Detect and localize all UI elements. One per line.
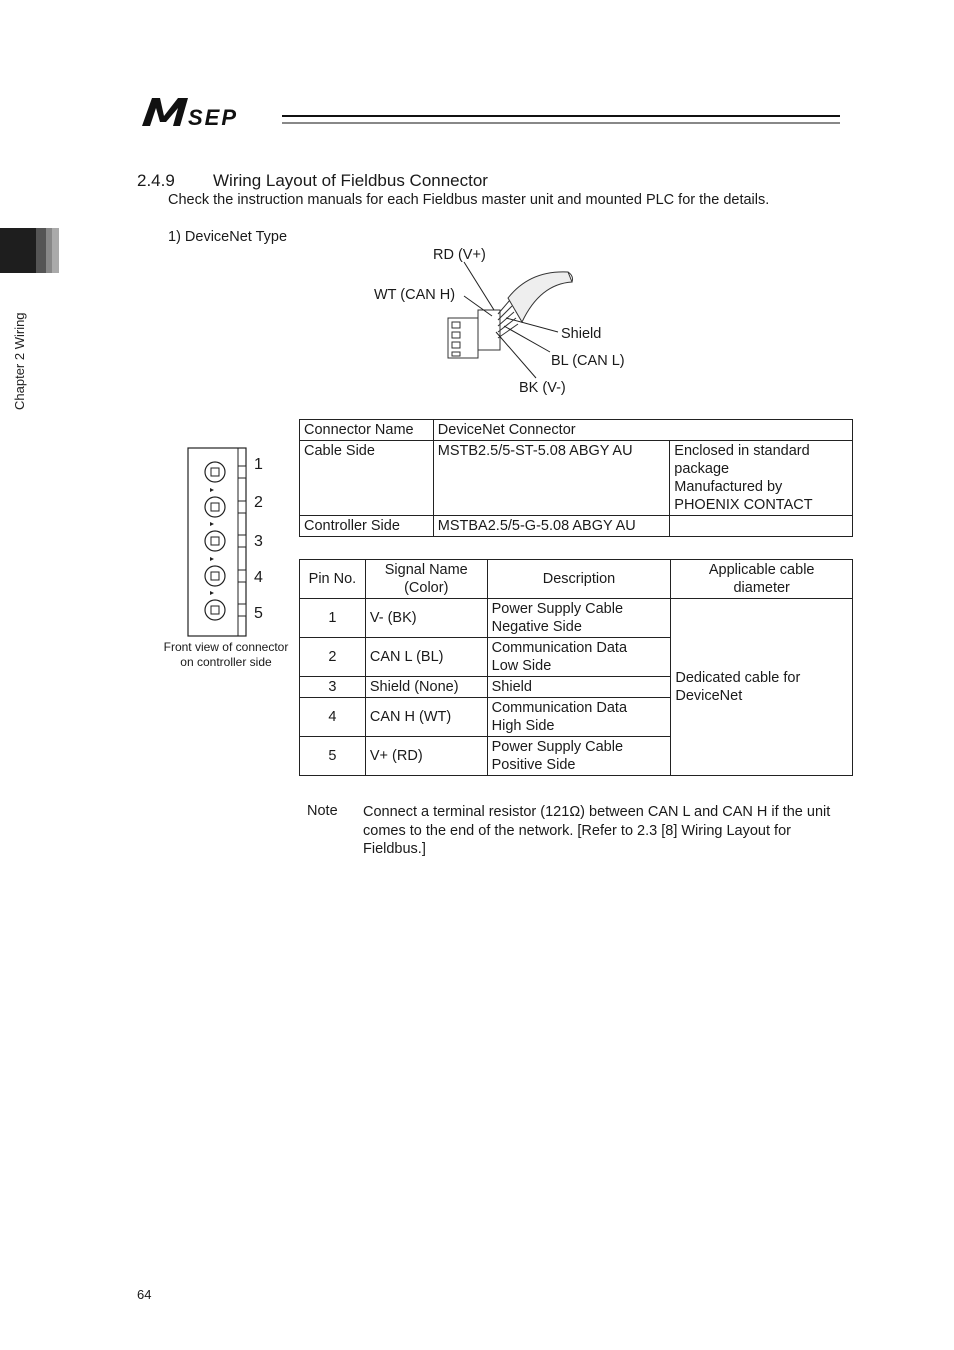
pin-label-1: 1 [254, 456, 263, 473]
section-title: Wiring Layout of Fieldbus Connector [213, 171, 488, 190]
label-bl: BL (CAN L) [551, 353, 625, 369]
signal-cell: CAN L (BL) [365, 638, 487, 677]
connector-spec-table [299, 419, 853, 537]
section-number: 2.4.9 [137, 171, 175, 190]
label-shield: Shield [561, 326, 602, 342]
cable-cell [671, 599, 853, 776]
signal-cell: CAN H (WT) [365, 698, 487, 737]
table-cell: Cable Side [300, 441, 434, 516]
header-line: Signal Name [384, 562, 468, 578]
signal-cell: V- (BK) [365, 599, 487, 638]
pin-assignment-table [299, 559, 853, 776]
desc-line: High Side [491, 718, 555, 734]
desc-line: Power Supply Cable [491, 601, 624, 617]
desc-cell [487, 638, 671, 677]
cable-line: DeviceNet [675, 688, 743, 704]
pin-cell: 1 [300, 599, 366, 638]
svg-text:SEP: SEP [188, 105, 239, 130]
header-pin: Pin No. [300, 560, 366, 599]
note-line: Enclosed in standard package [674, 443, 810, 477]
desc-cell [487, 698, 671, 737]
cable-line: Dedicated cable for [675, 670, 801, 686]
desc-line: Communication Data [491, 700, 628, 716]
desc-cell: Shield [487, 677, 671, 698]
header-signal [365, 560, 487, 599]
label-wt: WT (CAN H) [374, 287, 456, 303]
pin-cell: 3 [300, 677, 366, 698]
devicenet-cable-illustration [360, 240, 660, 400]
pin-label-5: 5 [254, 605, 263, 622]
table-row [300, 420, 853, 441]
table-cell: Connector Name [300, 420, 434, 441]
table-row [300, 599, 853, 638]
note-text: Connect a terminal resistor (121Ω) between CAN L and CAN H if the unit comes to the end of the network. [Refer to 2.3 [8] Wiring Layout for Fieldbus.] [363, 804, 831, 857]
pin-cell: 2 [300, 638, 366, 677]
header-line: Applicable cable [708, 562, 815, 578]
header-description: Description [487, 560, 671, 599]
desc-line: Power Supply Cable [491, 739, 624, 755]
table-cell [670, 441, 853, 516]
connector-front-view [180, 440, 280, 645]
desc-cell [487, 737, 671, 776]
pin-cell: 5 [300, 737, 366, 776]
table-row [300, 441, 853, 516]
page-number: 64 [137, 1287, 152, 1302]
note-line: Manufactured by PHOENIX CONTACT [674, 479, 813, 513]
desc-line: Low Side [491, 658, 552, 674]
section-intro: Check the instruction manuals for each Fieldbus master unit and mounted PLC for the details. [168, 192, 770, 208]
connector-caption [150, 640, 302, 670]
signal-cell: Shield (None) [365, 677, 487, 698]
subsection-title: 1) DeviceNet Type [168, 229, 288, 245]
pin-cell: 4 [300, 698, 366, 737]
desc-line: Communication Data [491, 640, 628, 656]
header-line: (Color) [404, 580, 449, 596]
desc-line: Negative Side [491, 619, 582, 635]
caption-line: on controller side [180, 655, 272, 669]
msep-logo [138, 92, 278, 132]
desc-line: Positive Side [491, 757, 576, 773]
pin-label-4: 4 [254, 569, 263, 586]
header-rule [282, 114, 840, 126]
table-cell [670, 516, 853, 537]
header-cable [671, 560, 853, 599]
signal-cell: V+ (RD) [365, 737, 487, 776]
caption-line: Front view of connector [163, 640, 289, 654]
table-row [300, 516, 853, 537]
table-cell: DeviceNet Connector [433, 420, 852, 441]
chapter-tab [0, 228, 60, 273]
header-line: diameter [733, 580, 790, 596]
note-label: Note [307, 803, 338, 819]
label-bk: BK (V-) [519, 380, 566, 396]
table-cell: MSTBA2.5/5-G-5.08 ABGY AU [433, 516, 670, 537]
chapter-label: Chapter 2 Wiring [12, 312, 27, 410]
pin-label-3: 3 [254, 533, 263, 550]
label-rd: RD (V+) [433, 247, 486, 263]
table-cell: Controller Side [300, 516, 434, 537]
table-header-row [300, 560, 853, 599]
desc-cell [487, 599, 671, 638]
pin-label-2: 2 [254, 494, 263, 511]
table-cell: MSTB2.5/5-ST-5.08 ABGY AU [433, 441, 670, 516]
